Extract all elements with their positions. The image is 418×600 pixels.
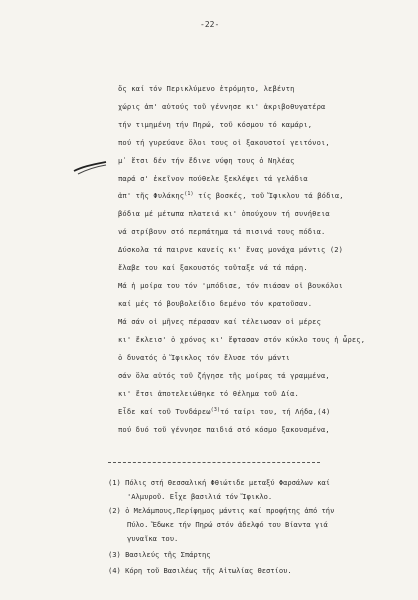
text-segment: ἀπ' τῆς Φυλάκης: [118, 191, 185, 200]
footnote-line: Πύλο. Ἔδωκε τήν Πηρώ στόν ἀδελφό του Βίαντα γιά: [127, 520, 328, 529]
text-line: σάν ὅλα αὐτός τοῦ ζήγησε τῆς μοίρας τά γραμμένα,: [118, 371, 330, 380]
footnote-marker: (3): [210, 407, 221, 413]
text-line: βόδια μέ μέτωπα πλατειά κι' ὁπούχουν τή συνήθεια: [118, 209, 330, 218]
footnote-line: (3) Βασιλεύς τῆς Σπάρτης: [108, 550, 211, 559]
text-line: κι' ἔκλεισ' ὁ χρόνος κι' ἔφτασαν στόν κύκλο τους ἡ ὧρες,: [118, 335, 366, 344]
footnote-marker: (2): [329, 245, 344, 254]
text-segment: Δύσκολα τά παιρνε κανείς κι' ἕνας μονάχα μάντις: [118, 245, 326, 254]
text-line: ἔλαβε του καί ξακουστός τοῦταξε νά τά πάρη.: [118, 263, 308, 272]
footnote-line: (4) Κόρη τοῦ Βασιλέως τῆς Αἰτωλίας Θεστίου.: [108, 566, 292, 575]
text-line: ὁ δυνατός ὁ Ἴφικλος τόν ἔλυσε τόν μάντι: [118, 353, 291, 362]
text-line: παρά σ' ἐκεῖνον πούθελε ξεκλέψει τά γελάδια: [118, 174, 308, 183]
text-line: νά στρίβουν στό περπάτημα τά πισινά τους πόδια.: [118, 227, 326, 236]
text-segment: τό ταίρι του, τή Λήδα,: [220, 407, 318, 416]
text-segment: τίς βοσκές, τοῦ Ἴφικλου τά βόδια,: [198, 191, 344, 200]
footnote-line: (1) Πόλις στή Θεσσαλική Φθιώτιδε μεταξύ Φαρσάλων καί: [108, 478, 331, 487]
footnote-line: 'Αλμυροῦ. Εἶχε βασιλιά τόν Ἴφικλο.: [127, 492, 273, 501]
text-line: Μά σάν οἱ μῆνες πέρασαν καί τέλειωσαν οἱ μέρες: [118, 317, 321, 326]
footnote-marker: (4): [317, 407, 331, 416]
text-line: καί μές τό βουβολείδιο δεμένο τόν κρατοῦσαν.: [118, 299, 313, 308]
text-line: πού δυό τοῦ γέννησε παιδιά στό κόσμο ξακουσμένα,: [118, 425, 330, 434]
text-line: ὅς καί τόν Περικλύμενο ἐτρόμητο, λεβέντη: [118, 84, 295, 93]
text-line: πού τή γυρεύανε ὅλοι τους οἱ ξακουστοί γειτόνοι,: [118, 138, 330, 147]
text-line: χώρις ἀπ' αὐτούς τοῦ γέννησε κι' ἀκριβοθυγατέρα: [118, 102, 326, 111]
text-line: Μά ἡ μοίρα του τόν 'μπόδισε, τόν πιάσαν οἱ βουκόλοι: [118, 281, 344, 290]
text-line: τήν τιμημένη τήν Πηρώ, τοῦ κόσμου τό καμάρι,: [118, 120, 313, 129]
footnote-line: γυναῖκα του.: [127, 534, 179, 543]
text-line: κι' ἔτσι ἀποτελειώθηκε τό θέλημα τοῦ Δία.: [118, 389, 299, 398]
footnote-marker: (1): [184, 191, 194, 197]
footnote-line: (2) ὁ Μελάμπους,Περίφημος μάντις καί προφήτης ἀπό τήν: [108, 506, 335, 515]
text-segment: Εἶδε καί τοῦ Τυνδάρεω: [118, 407, 211, 416]
text-line: μ᾽ ἔτσι δέν τήν ἔδινε νύφη τους ὁ Νηλέας: [118, 156, 295, 165]
page-number: -22-: [200, 20, 220, 29]
